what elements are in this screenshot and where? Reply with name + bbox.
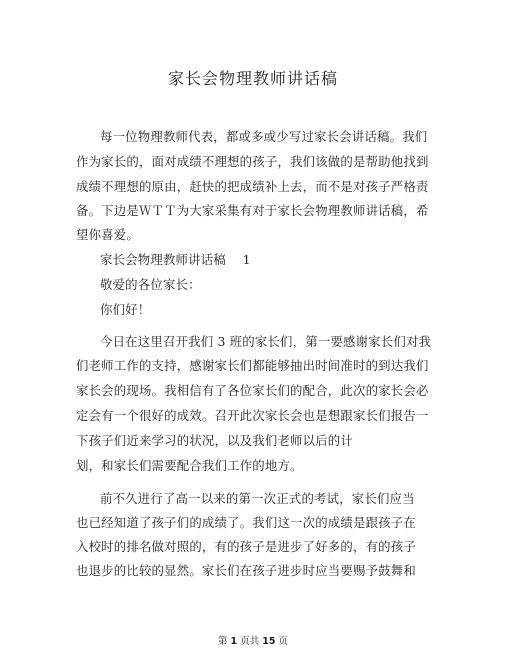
page-footer: [0, 633, 506, 647]
body-line: 望你喜爱。: [76, 227, 139, 242]
body-line: 家长会的现场。我相信有了各位家长们的配合，此次的家长会必: [76, 383, 429, 398]
salutation: 敬爱的各位家长：: [100, 277, 201, 292]
footer-total-pages: 15: [262, 636, 276, 647]
section-heading: 家长会物理教师讲话稿 1: [100, 252, 251, 267]
body-line: 每一位物理教师代表，都或多或少写过家长会讲话稿。我们: [100, 129, 428, 144]
footer-middle: 页共: [240, 636, 260, 647]
body-line: 成绩不理想的原由，赶快的把成绩补上去，而不是对孩子严格责: [76, 179, 429, 194]
body-line: 定会有一个很好的成效。召开此次家长会也是想跟家长们报告一: [76, 408, 429, 423]
body-line: 们老师工作的支持，感谢家长们都能够抽出时间准时的到达我们: [76, 358, 429, 373]
footer-prefix: 第: [217, 636, 228, 647]
body-line: 划，和家长们需要配合我们工作的地方。: [76, 458, 303, 473]
document-title: 家长会物理教师讲话稿: [167, 69, 338, 88]
greeting: 你们好！: [100, 302, 151, 317]
body-line: 作为家长的，面对成绩不理想的孩子，我们该做的是帮助他找到: [76, 154, 429, 169]
body-line: 前不久进行了高一以来的第一次正式的考试，家长们应当: [100, 491, 415, 506]
body-line: 今日在这里召开我们 3 班的家长们，第一要感谢家长们对我: [100, 334, 432, 349]
footer-suffix: 页: [278, 636, 289, 647]
body-line: 入校时的排名做对照的，有的孩子是进步了好多的，有的孩子: [76, 539, 416, 554]
body-line: 下孩子们近来学习的状况，以及我们老师以后的计: [76, 433, 353, 448]
footer-page-number: 1: [230, 636, 238, 647]
body-line: 备。下边是ＷＴＴ为大家采集有对于家长会物理教师讲话稿，希: [76, 203, 429, 218]
body-line: 也已经知道了孩子们的成绩了。我们这一次的成绩是跟孩子在: [76, 515, 416, 530]
body-line: 也退步的比较的显然。家长们在孩子进步时应当要赐予鼓舞和: [76, 563, 416, 578]
